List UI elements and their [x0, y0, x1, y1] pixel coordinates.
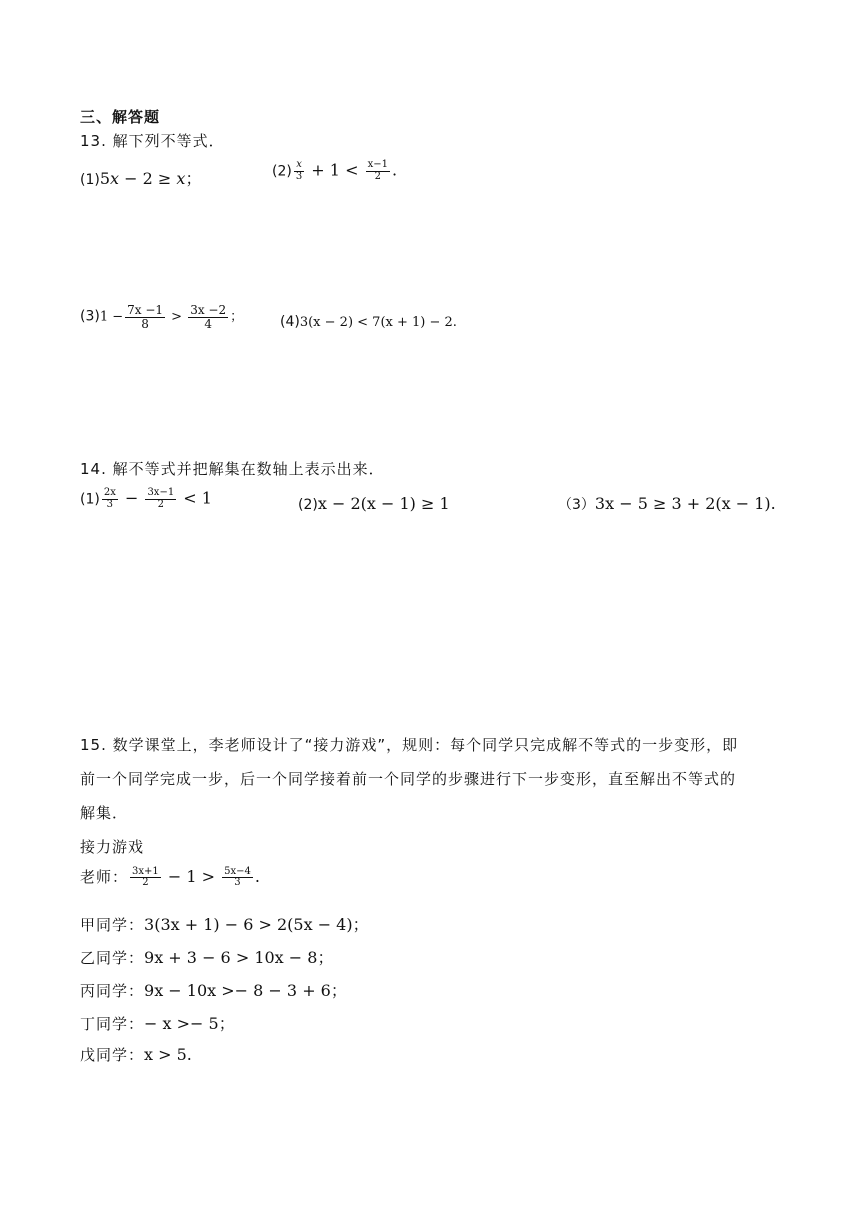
q14-part1-num2: 3x−1 [147, 487, 175, 498]
q15-teacher-line [80, 866, 260, 889]
q15-teacher-fraction2 [222, 867, 253, 889]
q15-teacher-label: 老师： [80, 868, 129, 886]
q13-part1-rest: − 2 ≥ [119, 169, 177, 188]
q13-part1-var: x [110, 169, 120, 188]
q14-part1 [80, 488, 212, 510]
q13-part3-fraction1 [125, 304, 165, 330]
q13-part3-num1: 7x −1 [127, 303, 164, 317]
q13-part4-expr: 3(x − 2) < 7(x + 1) − 2 [299, 315, 453, 330]
q15-teacher-num1: 3x+1 [132, 865, 159, 877]
q15-step-bing-label: 丙同学： [80, 982, 145, 1000]
q14-part3 [558, 494, 776, 514]
q15-step-ding-expr: − x >− 5； [144, 1014, 235, 1033]
q13-part1-label: (1) [80, 172, 100, 188]
q15-text-line3: 解集． [80, 804, 129, 822]
q14-part2 [298, 494, 450, 513]
q15-text-line2: 前一个同学完成一步，后一个同学接着前一个同学的步骤进行下一步变形，直至解出不等式的 [80, 770, 737, 788]
q15-step-yi [80, 945, 333, 968]
q13-part1-end: ； [185, 169, 202, 188]
q14-part1-minus: − [119, 488, 144, 508]
q13-part2-fraction1 [294, 160, 304, 182]
q13-part3-den1: 8 [141, 316, 149, 331]
q15-step-jia-label: 甲同学： [80, 916, 145, 934]
q14-part2-expr: x − 2(x − 1) ≥ 1 [317, 494, 450, 513]
q15-step-jia-expr: 3(3x + 1) − 6 > 2(5x − 4)； [144, 915, 369, 934]
q15-step-ding [80, 1011, 235, 1034]
q15-step-bing-expr: 9x − 10x >− 8 − 3 + 6； [144, 981, 347, 1000]
q13-part3-end: ； [230, 309, 244, 325]
q14-part1-fraction1 [102, 488, 118, 510]
q13-part2-label: (2) [272, 163, 292, 180]
q15-teacher-end: . [254, 867, 260, 886]
q13-part3-num2: 3x −2 [190, 303, 227, 317]
q15-teacher-mid: − 1 > [162, 867, 221, 886]
q14-part1-den2: 2 [157, 498, 164, 510]
q13-part3 [80, 304, 243, 330]
q13-part3-pre: 1 − [99, 309, 124, 325]
q13-part2-end: . [391, 160, 398, 180]
q15-step-yi-label: 乙同学： [80, 949, 145, 967]
q13-part2-num2: x−1 [367, 159, 388, 170]
q14-part1-fraction2 [145, 488, 176, 510]
section-title: 三、解答题 [80, 108, 161, 126]
q13-stem: 13. 解下列不等式． [80, 132, 225, 150]
q15-teacher-fraction1 [130, 867, 161, 889]
q13-part4-end: . [452, 315, 457, 330]
q13-part2-den2: 2 [374, 170, 381, 182]
q13-part2-den1: 3 [295, 170, 303, 182]
q13-part1 [80, 166, 201, 189]
q13-part2-fraction2 [366, 160, 390, 182]
q15-teacher-num2: 5x−4 [224, 865, 251, 877]
q15-step-bing [80, 978, 347, 1001]
q13-part2-mid: + 1 < [306, 160, 364, 180]
q13-part3-mid: > [167, 309, 187, 325]
q15-step-wu-label: 戊同学： [80, 1046, 145, 1064]
q13-part4-label: (4) [280, 314, 300, 330]
q14-stem: 14. 解不等式并把解集在数轴上表示出来． [80, 460, 385, 478]
q15-step-yi-expr: 9x + 3 − 6 > 10x − 8； [144, 948, 334, 967]
q15-game-title: 接力游戏 [80, 838, 145, 856]
q15-teacher-den1: 2 [142, 877, 149, 888]
q13-part1-lhs: 5 [99, 169, 111, 188]
q15-step-ding-label: 丁同学： [80, 1015, 145, 1033]
q13-part3-label: (3) [80, 308, 100, 325]
q13-part3-den2: 4 [204, 316, 212, 331]
q13-part3-fraction2 [188, 304, 228, 330]
q14-part2-label: (2) [298, 497, 318, 513]
q13-part1-var2: x [176, 169, 186, 188]
q15-step-wu-expr: x > 5. [144, 1045, 192, 1064]
q15-teacher-den2: 3 [234, 877, 241, 888]
q15-step-jia [80, 912, 369, 935]
q14-part3-expr: 3x − 5 ≥ 3 + 2(x − 1). [594, 494, 776, 513]
q13-part2-num1: x [296, 159, 302, 170]
q14-part1-end: < 1 [178, 488, 212, 508]
q14-part3-label: （3） [558, 497, 595, 513]
q13-part2 [272, 160, 397, 182]
q14-part1-den1: 3 [106, 498, 114, 510]
q14-part1-num1: 2x [103, 487, 116, 498]
q15-step-wu [80, 1044, 192, 1065]
q13-part4 [280, 314, 457, 330]
q15-text-line1: 15. 数学课堂上，李老师设计了“接力游戏”，规则：每个同学只完成解不等式的一步变形，即 [80, 736, 739, 754]
q14-part1-label: (1) [80, 491, 100, 508]
